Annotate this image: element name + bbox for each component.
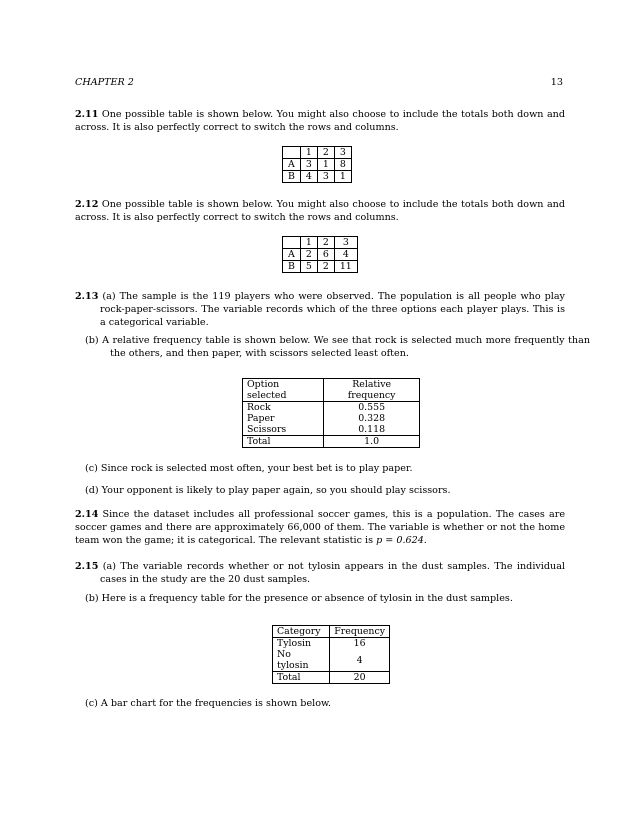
table-cell: 1 [317, 159, 334, 171]
exercise-2-14 [75, 508, 565, 547]
table-cell: 2 [317, 261, 334, 273]
frequency-table [272, 625, 390, 684]
exercise-2-13-part-c: (c) Since rock is selected most often, your best bet is to play paper. [85, 463, 413, 474]
table-cell: Total [243, 436, 324, 448]
exercise-number: 2.13 [75, 291, 99, 302]
table-cell: Scissors [243, 424, 324, 436]
column-header: 2 [317, 237, 334, 249]
column-header: Relative frequency [324, 379, 420, 402]
table-row [283, 261, 358, 273]
column-header: Frequency [330, 626, 390, 638]
exercise-2-15-part-c: (c) A bar chart for the frequencies is shown below. [85, 698, 332, 709]
table-cell: 3 [300, 159, 317, 171]
chapter-title: CHAPTER 2 [75, 77, 134, 88]
table-cell: 1.0 [324, 436, 420, 448]
exercise-2-15 [75, 560, 565, 586]
table-cell: 2 [300, 249, 317, 261]
table-cell: No tylosin [273, 649, 330, 672]
table-total-row [243, 436, 420, 448]
exercise-number: 2.11 [75, 109, 99, 120]
column-header: 3 [334, 237, 357, 249]
exercise-number: 2.14 [75, 509, 99, 520]
table-cell: 20 [330, 672, 390, 684]
exercise-number: 2.12 [75, 199, 99, 210]
row-label: B [283, 261, 301, 273]
column-header: 3 [334, 147, 351, 159]
table-cell: 16 [330, 638, 390, 650]
table-row [273, 649, 390, 672]
table-header-row [283, 237, 358, 249]
table-cell: Total [273, 672, 330, 684]
table-cell: 8 [334, 159, 351, 171]
table-header-row [243, 379, 420, 402]
page-header [75, 76, 563, 90]
table-cell: 3 [317, 171, 334, 183]
table-cell: 5 [300, 261, 317, 273]
table-cell: 4 [334, 249, 357, 261]
exercise-2-15-part-b: (b) Here is a frequency table for the presence or absence of tylosin in the dust samples. [85, 593, 513, 604]
part-a-text: (a) The variable records whether or not tylosin appears in the dust samples. The individual cases in the study are the 20 dust samples. [100, 561, 565, 585]
table-corner-cell [283, 237, 301, 249]
row-label: A [283, 249, 301, 261]
table-row [243, 424, 420, 436]
table-row [283, 171, 352, 183]
exercise-2-13-part-b: (b) A relative frequency table is shown below. We see that rock is selected much more frequently than the others, and then paper, with scissors selected least often. [85, 335, 590, 359]
part-a [75, 560, 565, 586]
column-header: Category [273, 626, 330, 638]
table-cell: 0.555 [324, 402, 420, 414]
table-cell: 6 [317, 249, 334, 261]
row-label: B [283, 171, 301, 183]
row-label: A [283, 159, 301, 171]
column-header: 1 [300, 237, 317, 249]
exercise-2-11 [75, 108, 565, 134]
table-row [243, 413, 420, 424]
statistic-value: p = 0.624. [376, 535, 427, 546]
exercise-number: 2.15 [75, 561, 99, 572]
table-corner-cell [283, 147, 301, 159]
table-header-row [283, 147, 352, 159]
exercise-text: One possible table is shown below. You might also choose to include the totals both down and across. It is also perfectly correct to switch the rows and columns. [75, 199, 565, 223]
table-cell: 11 [334, 261, 357, 273]
table-cell: 1 [334, 171, 351, 183]
relative-frequency-table [242, 378, 420, 448]
part-a [75, 290, 565, 329]
table-cell: 4 [330, 649, 390, 672]
table-total-row [273, 672, 390, 684]
exercise-2-13-part-d: (d) Your opponent is likely to play paper again, so you should play scissors. [85, 485, 451, 496]
table-row [283, 159, 352, 171]
table-header-row [273, 626, 390, 638]
exercise-2-13 [75, 290, 565, 329]
table-cell: Paper [243, 413, 324, 424]
exercise-text: Since the dataset includes all professional soccer games, this is a population. The cases are soccer games and there are approximately 66,000 of them. The variable is whether or not the home team won the game; it is categorical. The relevant statistic is [75, 509, 565, 546]
table-row [283, 249, 358, 261]
page-number: 13 [550, 77, 563, 88]
table-2-11 [282, 146, 352, 183]
table-cell: Rock [243, 402, 324, 414]
table-2-12 [282, 236, 358, 273]
table-cell: 4 [300, 171, 317, 183]
table-row [273, 638, 390, 650]
column-header: 1 [300, 147, 317, 159]
column-header: Option selected [243, 379, 324, 402]
column-header: 2 [317, 147, 334, 159]
exercise-text: One possible table is shown below. You might also choose to include the totals both down and across. It is also perfectly correct to switch the rows and columns. [75, 109, 565, 133]
table-cell: 0.328 [324, 413, 420, 424]
exercise-2-12 [75, 198, 565, 224]
part-a-text: (a) The sample is the 119 players who were observed. The population is all people who play rock-paper-scissors. The variable records which of the three options each player plays. This is a categorical variable. [100, 291, 565, 328]
table-cell: 0.118 [324, 424, 420, 436]
table-row [243, 402, 420, 414]
table-cell: Tylosin [273, 638, 330, 650]
